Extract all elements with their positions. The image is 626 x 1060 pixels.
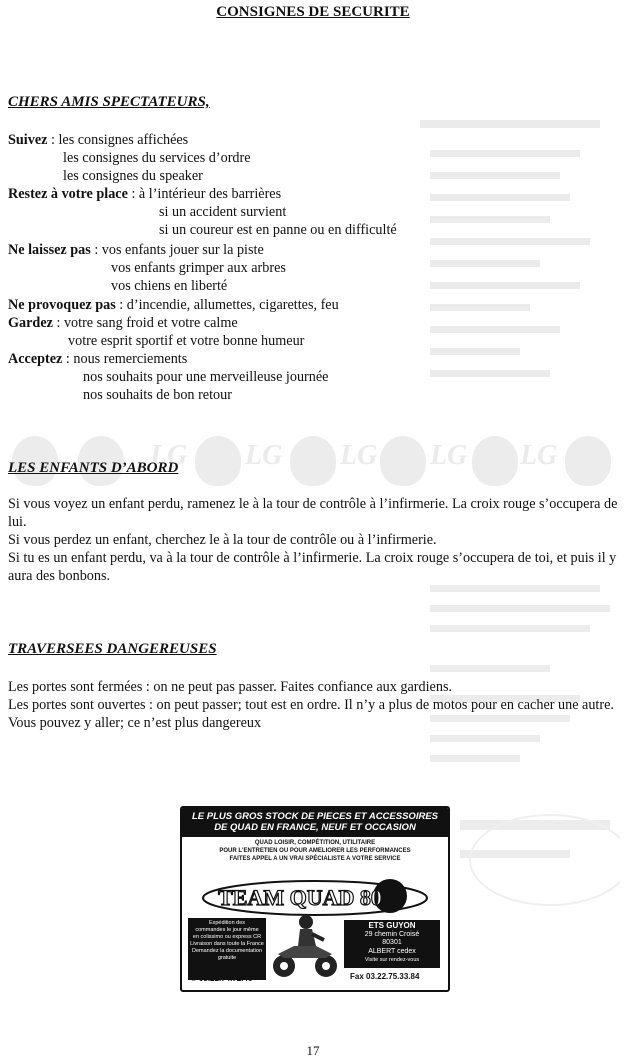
bleed-through-lines [450, 800, 620, 910]
ad-address-box [344, 920, 440, 968]
watermark-logo [290, 436, 336, 486]
team-quad-advertisement [180, 806, 450, 992]
ad-shipping-box [188, 918, 266, 980]
watermark-logo: LG [520, 440, 558, 471]
instruction-label: Restez à votre place [8, 186, 128, 202]
watermark-logo: LG [430, 440, 468, 471]
ad-text: Livraison dans toute la France [190, 941, 264, 947]
watermark-logo: LG [340, 440, 378, 471]
instruction-text: vos enfants grimper aux arbres [111, 260, 286, 276]
instruction-text: vos chiens en liberté [111, 278, 228, 294]
ad-text: gratuite [217, 955, 237, 961]
quad-rider-illustration [270, 912, 340, 980]
page-title: CONSIGNES DE SECURITE [216, 4, 410, 20]
paragraph: Les portes sont fermées : on ne peut pas passer. Faites confiance aux gardiens. [8, 679, 453, 695]
instruction-label: Ne provoquez pas [8, 297, 116, 313]
ad-headline: LE PLUS GROS STOCK DE PIECES ET ACCESSOIRES DE QUAD EN FRANCE, NEUF ET OCCASION [182, 808, 448, 837]
ad-phone: ✆ 03.22.74.72.46 [190, 974, 253, 983]
instruction-text: nos souhaits de bon retour [83, 387, 232, 403]
watermark-logo [195, 436, 241, 486]
instruction-suivez [8, 131, 188, 149]
ad-text: 80301 [382, 939, 402, 946]
instruction-text: si un coureur est en panne ou en difficulté [159, 222, 397, 238]
instruction-acceptez [8, 350, 187, 368]
instruction-text: votre esprit sportif et votre bonne humeur [68, 333, 305, 349]
ad-text: Demandez la documentation [191, 948, 262, 954]
paragraph: Si vous voyez un enfant perdu, ramenez le à la tour de contrôle à l’infirmerie. La croix rouge s’occupera de lui. [8, 496, 618, 530]
section-heading-enfants: LES ENFANTS D’ABORD [8, 460, 179, 476]
instruction-label: Gardez [8, 315, 53, 331]
watermark-logo: LG [245, 440, 283, 471]
paragraph: Si tu es un enfant perdu, va à la tour de contrôle à l’infirmerie. La croix rouge s’occupera de toi, et puis il y aura des bonbons. [8, 550, 617, 584]
ad-text: Visite sur rendez-vous [364, 957, 420, 963]
watermark-logo [380, 436, 426, 486]
paragraph: Si vous perdez un enfant, cherchez le à la tour de contrôle ou à l’infirmerie. [8, 532, 437, 548]
instruction-text: les consignes du services d’ordre [63, 150, 251, 166]
ad-company-name: ETS GUYON [368, 921, 416, 930]
instruction-text: : nous remerciements [62, 351, 188, 367]
instruction-text: nos souhaits pour une merveilleuse journée [83, 369, 329, 385]
watermark-logo: LG [150, 440, 188, 471]
ad-subline: POUR L'ENTRETIEN OU POUR AMELIORER LES PERFORMANCES [219, 848, 411, 854]
ad-text: Expédition des [208, 920, 246, 926]
instruction-text: si un accident survient [159, 204, 287, 220]
instruction-label: Acceptez [8, 351, 63, 367]
ad-text: 29 chemin Croisé [364, 930, 420, 938]
watermark-logo [565, 436, 611, 486]
watermark-logo [472, 436, 518, 486]
instruction-ne-provoquez [8, 296, 339, 314]
instruction-text: : les consignes affichées [47, 132, 189, 148]
instruction-text: : votre sang froid et votre calme [52, 315, 238, 331]
ad-text: commandes le jour même [195, 927, 259, 933]
ad-fax: Fax 03.22.75.33.84 [350, 972, 420, 981]
instruction-label: Ne laissez pas [8, 242, 91, 258]
paragraph: Les portes sont ouvertes : on peut passer; tout est en ordre. Il n’y a plus de motos pour en cacher une autre. Vous pouvez y aller; ce n’est plus dangereux [8, 697, 614, 731]
ad-subline: FAITES APPEL A UN VRAI SPÉCIALISTE A VOTRE SERVICE [229, 856, 401, 862]
instruction-text: : d’incendie, allumettes, cigarettes, feu [115, 297, 339, 313]
section-heading-traversees: TRAVERSEES DANGEREUSES [8, 641, 217, 657]
logo-text: TEAM QUAD 80 [218, 885, 382, 910]
ad-text: en colissimo ou express CR [192, 934, 262, 940]
instruction-label: Suivez [8, 132, 48, 148]
section-heading-spectateurs: CHERS AMIS SPECTATEURS, [8, 94, 210, 110]
instruction-restez [8, 185, 281, 203]
page-number: 17 [306, 1043, 320, 1058]
instruction-text: les consignes du speaker [63, 168, 203, 184]
instruction-text: : à l’intérieur des barrières [127, 186, 282, 202]
instruction-text: : vos enfants jouer sur la piste [90, 242, 264, 258]
ad-subline: QUAD LOISIR, COMPÉTITION, UTILITAIRE [254, 840, 376, 846]
ad-text: ALBERT cedex [368, 947, 416, 955]
instruction-ne-laissez [8, 241, 264, 259]
instruction-gardez [8, 314, 238, 332]
bleed-through-lines [420, 120, 620, 390]
